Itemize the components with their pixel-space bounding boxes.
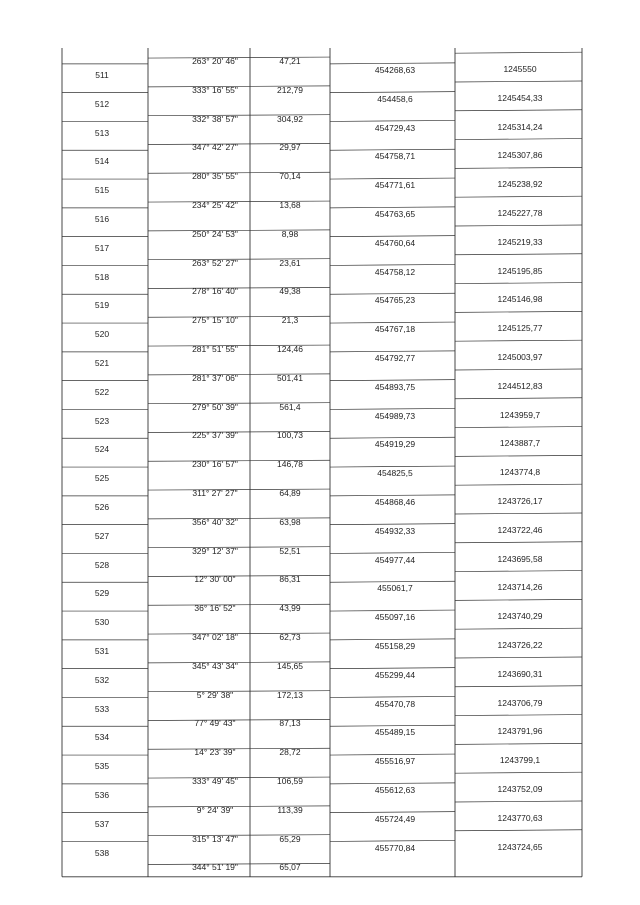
distance-cell: 65,07 (279, 862, 301, 873)
x-coordinate-cell: 454767,18 (374, 324, 416, 335)
distance-cell: 100,73 (277, 430, 303, 441)
y-coordinate-cell: 1245003,97 (497, 352, 543, 362)
row-line (455, 599, 582, 600)
bearing-cell: 344° 51' 19" (192, 862, 238, 873)
y-coordinate-cell: 1245219,33 (497, 236, 543, 247)
y-coordinate-cell: 1245314,24 (497, 121, 543, 132)
row-line (455, 196, 582, 197)
row-line (330, 408, 455, 409)
row-line (330, 120, 455, 121)
y-coordinate-cell: 1243726,17 (497, 496, 543, 506)
x-coordinate-cell: 454919,29 (374, 439, 416, 450)
y-coordinate-cell: 1244512,83 (497, 380, 543, 391)
distance-cell: 63,98 (279, 516, 301, 527)
row-line (330, 293, 455, 294)
row-line (330, 725, 455, 726)
bearing-cell: 263° 20' 46" (192, 56, 238, 66)
distance-cell: 70,14 (279, 171, 301, 182)
row-line (455, 542, 582, 543)
row-line (455, 455, 582, 456)
bearing-cell: 281° 51' 55" (192, 344, 238, 354)
bearing-cell: 279° 50' 39" (192, 401, 238, 412)
bearing-cell: 278° 16' 40" (192, 286, 238, 297)
row-line (330, 639, 455, 640)
bearing-cell: 5° 29' 38" (196, 689, 234, 700)
row-line (455, 628, 582, 629)
y-coordinate-cell: 1243726,22 (497, 640, 543, 650)
x-coordinate-cell: 455612,63 (374, 785, 416, 795)
row-line (455, 772, 582, 773)
y-coordinate-cell: 1245307,86 (497, 150, 543, 161)
point-number-cell: 512 (94, 98, 110, 109)
distance-cell: 145,65 (277, 660, 303, 671)
point-number-cell: 528 (94, 559, 110, 570)
row-line (455, 167, 582, 168)
row-line (455, 743, 582, 744)
row-line (330, 466, 455, 467)
row-line (455, 686, 582, 687)
bearing-cell: 329° 12' 37" (192, 545, 238, 556)
row-line (330, 783, 455, 784)
row-line (455, 801, 582, 802)
row-line (330, 812, 455, 813)
point-number-cell: 518 (94, 271, 110, 282)
distance-cell: 86,31 (279, 574, 301, 585)
row-line (455, 571, 582, 572)
distance-cell: 43,99 (279, 603, 301, 614)
bearing-cell: 275° 15' 10" (192, 315, 238, 326)
x-coordinate-cell: 454758,71 (374, 151, 416, 162)
x-coordinate-cell: 455724,49 (374, 813, 416, 824)
point-number-cell: 533 (94, 703, 110, 714)
point-number-cell: 513 (94, 127, 110, 138)
row-line (330, 524, 455, 525)
row-line (330, 437, 455, 438)
bearing-cell: 347° 02' 18" (192, 632, 238, 642)
row-line (455, 830, 582, 831)
distance-cell: 124,46 (277, 344, 303, 354)
point-number-cell: 525 (94, 473, 110, 484)
point-number-cell: 511 (95, 70, 109, 80)
distance-cell: 65,29 (279, 833, 301, 844)
bearing-cell: 356° 40' 32" (192, 516, 238, 527)
row-line (455, 311, 582, 312)
distance-cell: 87,13 (279, 718, 301, 729)
distance-cell: 561,4 (279, 401, 301, 412)
distance-cell: 146,78 (277, 459, 303, 470)
y-coordinate-cell: 1245454,33 (497, 92, 543, 103)
bearing-cell: 263° 52' 27" (192, 257, 238, 268)
bearing-cell: 230° 16' 57" (192, 459, 238, 470)
x-coordinate-cell: 454932,33 (374, 525, 416, 536)
row-line (330, 207, 455, 208)
y-coordinate-cell: 1243887,7 (499, 438, 541, 449)
bearing-cell: 333° 49' 45" (192, 776, 238, 786)
row-line (455, 283, 582, 284)
bearing-cell: 281° 37' 06" (192, 372, 238, 383)
row-line (455, 427, 582, 428)
row-line (330, 380, 455, 381)
y-coordinate-cell: 1243774,8 (499, 467, 541, 478)
point-number-cell: 516 (94, 214, 110, 224)
row-line (455, 340, 582, 341)
bearing-cell: 345° 43' 34" (192, 660, 238, 671)
row-line (330, 668, 455, 669)
row-line (455, 484, 582, 485)
row-line (455, 110, 582, 111)
x-coordinate-cell: 454458,6 (377, 93, 413, 104)
row-line (455, 81, 582, 82)
point-number-cell: 522 (94, 386, 110, 397)
x-coordinate-cell: 454765,23 (374, 295, 416, 306)
distance-cell: 212,79 (277, 84, 303, 95)
distance-cell: 21,3 (281, 315, 299, 326)
y-coordinate-cell: 1243722,46 (497, 524, 543, 535)
bearing-cell: 250° 24' 53" (192, 228, 238, 239)
row-line (455, 657, 582, 658)
distance-cell: 62,73 (279, 632, 301, 642)
y-coordinate-cell: 1243695,58 (497, 553, 543, 564)
distance-cell: 29,97 (279, 142, 301, 153)
point-number-cell: 534 (94, 732, 110, 743)
row-line (330, 610, 455, 611)
x-coordinate-cell: 454977,44 (374, 554, 416, 565)
row-line (330, 552, 455, 553)
x-coordinate-cell: 454893,75 (374, 381, 416, 392)
bearing-cell: 36° 16' 52" (194, 603, 236, 614)
row-line (330, 178, 455, 179)
x-coordinate-cell: 455061,7 (377, 583, 413, 594)
x-coordinate-cell: 454760,64 (374, 237, 416, 248)
bearing-cell: 333° 16' 55" (192, 84, 238, 95)
y-coordinate-cell: 1243714,26 (497, 582, 543, 593)
point-number-cell: 536 (94, 790, 110, 800)
bearing-cell: 315° 13' 47" (192, 833, 238, 844)
bearing-cell: 311° 27' 27" (192, 488, 238, 498)
x-coordinate-cell: 455299,44 (374, 669, 416, 680)
bearing-cell: 234° 25' 42" (192, 200, 238, 210)
y-coordinate-cell: 1243740,29 (497, 611, 543, 622)
row-line (330, 495, 455, 496)
point-number-cell: 538 (94, 847, 110, 858)
x-coordinate-cell: 455770,84 (374, 842, 416, 853)
x-coordinate-cell: 454771,61 (374, 180, 416, 191)
point-number-cell: 537 (94, 818, 110, 829)
y-coordinate-cell: 1245238,92 (497, 179, 543, 190)
row-line (455, 369, 582, 370)
row-line (455, 254, 582, 255)
row-line (455, 715, 582, 716)
point-number-cell: 530 (94, 617, 110, 628)
row-line (330, 92, 455, 93)
y-coordinate-cell: 1243706,79 (497, 697, 543, 708)
bearing-cell: 280° 35' 55" (192, 171, 238, 182)
point-number-cell: 521 (94, 358, 110, 368)
row-line (330, 840, 455, 841)
x-coordinate-cell: 455158,29 (374, 641, 416, 651)
row-line (330, 264, 455, 265)
row-line (455, 398, 582, 399)
distance-cell: 49,38 (279, 286, 301, 297)
x-coordinate-cell: 454758,12 (374, 266, 416, 277)
x-coordinate-cell: 455516,97 (374, 756, 416, 767)
y-coordinate-cell: 1243799,1 (499, 755, 541, 766)
bearing-cell: 225° 37' 39" (192, 430, 238, 441)
distance-cell: 47,21 (279, 56, 301, 66)
y-coordinate-cell: 1243770,63 (497, 812, 543, 823)
row-line (330, 581, 455, 582)
x-coordinate-cell: 455470,78 (374, 698, 416, 709)
row-line (330, 696, 455, 697)
distance-cell: 501,41 (277, 372, 303, 383)
point-number-cell: 523 (94, 415, 110, 426)
y-coordinate-cell: 1243959,7 (499, 409, 541, 420)
distance-cell: 106,59 (277, 776, 303, 786)
x-coordinate-cell: 454868,46 (374, 497, 416, 507)
row-line (330, 236, 455, 237)
row-line (330, 149, 455, 150)
point-number-cell: 526 (94, 502, 110, 512)
y-coordinate-cell: 1243690,31 (497, 668, 543, 679)
distance-cell: 172,13 (277, 689, 303, 700)
point-number-cell: 519 (94, 300, 110, 311)
bearing-cell: 77° 49' 43" (194, 718, 236, 729)
bearing-cell: 332° 38' 57" (192, 113, 238, 124)
x-coordinate-cell: 455489,15 (374, 727, 416, 738)
point-number-cell: 532 (94, 674, 110, 685)
y-coordinate-cell: 1245125,77 (497, 323, 543, 334)
distance-cell: 64,89 (279, 488, 301, 498)
distance-cell: 13,68 (279, 200, 301, 210)
y-coordinate-cell: 1245550 (503, 64, 537, 74)
point-number-cell: 520 (94, 329, 110, 340)
distance-cell: 28,72 (279, 747, 301, 758)
row-line (455, 52, 582, 53)
row-line (330, 63, 455, 64)
distance-cell: 304,92 (277, 113, 303, 124)
row-line (330, 322, 455, 323)
point-number-cell: 517 (94, 242, 110, 253)
y-coordinate-cell: 1245195,85 (497, 265, 543, 276)
distance-cell: 52,51 (279, 545, 301, 556)
point-number-cell: 535 (94, 761, 110, 772)
x-coordinate-cell: 454825,5 (377, 468, 413, 479)
y-coordinate-cell: 1243791,96 (497, 726, 543, 737)
point-number-cell: 515 (94, 185, 110, 196)
x-coordinate-cell: 454763,65 (374, 209, 416, 219)
row-line (330, 754, 455, 755)
y-coordinate-cell: 1245146,98 (497, 294, 543, 305)
point-number-cell: 529 (94, 588, 110, 599)
point-number-cell: 531 (94, 646, 110, 656)
point-number-cell: 527 (94, 530, 110, 541)
row-line (455, 139, 582, 140)
y-coordinate-cell: 1243752,09 (497, 784, 543, 794)
x-coordinate-cell: 454989,73 (374, 410, 416, 421)
bearing-cell: 14° 23' 39" (194, 747, 236, 758)
distance-cell: 8,98 (281, 228, 299, 239)
x-coordinate-cell: 454792,77 (374, 353, 416, 363)
y-coordinate-cell: 1245227,78 (497, 208, 543, 218)
x-coordinate-cell: 455097,16 (374, 612, 416, 623)
point-number-cell: 514 (94, 156, 110, 167)
distance-cell: 23,61 (279, 257, 301, 268)
point-number-cell: 524 (94, 444, 110, 455)
x-coordinate-cell: 454268,63 (374, 65, 416, 75)
x-coordinate-cell: 454729,43 (374, 122, 416, 133)
row-line (455, 513, 582, 514)
y-coordinate-cell: 1243724,65 (497, 841, 543, 852)
row-line (330, 351, 455, 352)
row-line (455, 225, 582, 226)
bearing-cell: 12° 30' 00" (194, 574, 236, 585)
bearing-cell: 9° 24' 39" (196, 804, 234, 815)
bearing-cell: 347° 42' 27" (192, 142, 238, 153)
distance-cell: 113,39 (277, 804, 303, 815)
